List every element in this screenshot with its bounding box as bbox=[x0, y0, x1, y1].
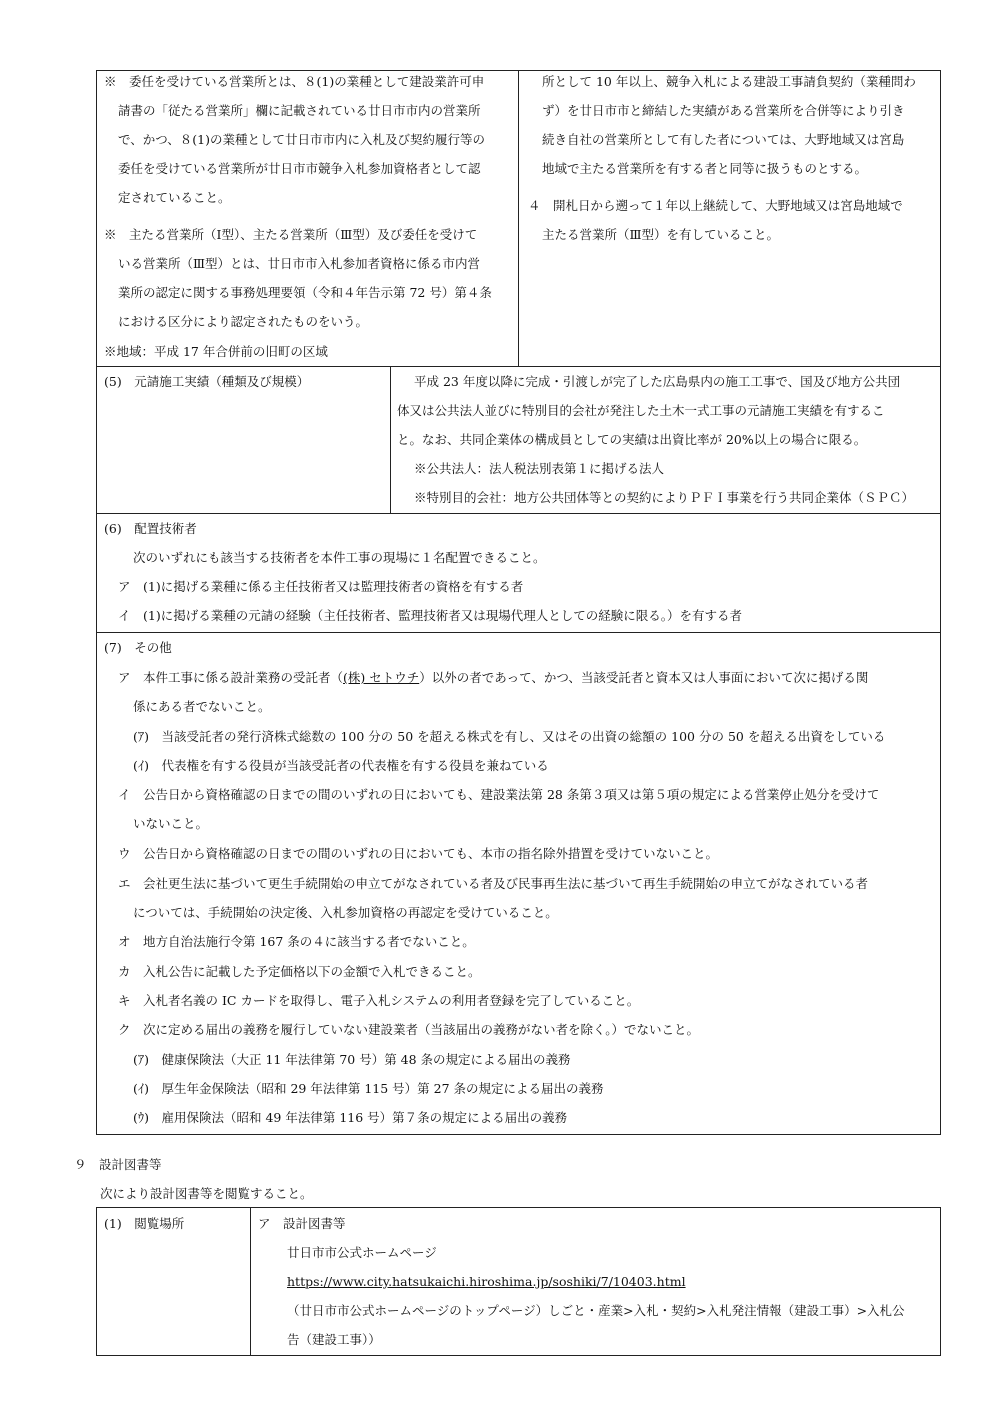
sec7-item-a bbox=[118, 669, 868, 687]
sec7-line: キ 入札者名義の IC カードを取得し、電子入札システムの利用者登録を完了していること。 bbox=[118, 993, 640, 1008]
clause-line: 定されていること。 bbox=[118, 190, 231, 205]
region-note: ※地域：平成 17 年合併前の旧町の区域 bbox=[104, 344, 328, 359]
table-border bbox=[96, 1134, 941, 1135]
sec9-label: (1) 閲覧場所 bbox=[104, 1216, 185, 1231]
sec5-line: と。なお、共同企業体の構成員としての実績は出資比率が 20%以上の場合に限る。 bbox=[397, 432, 867, 447]
clause-line: ず）を廿日市市と締結した実績がある営業所を合併等により引き bbox=[542, 103, 905, 118]
table-border bbox=[96, 1355, 941, 1356]
sec5-line: 平成 23 年度以降に完成・引渡しが完了した広島県内の施工工事で、国及び地方公共団 bbox=[414, 374, 901, 389]
sec5-label: (5) 元請施工実績（種類及び規模） bbox=[104, 374, 310, 389]
consignee-name: (株) セトウチ bbox=[343, 670, 420, 685]
sec5-note: ※特別目的会社：地方公共団体等との契約によりＰＦＩ事業を行う共同企業体（ＳＰＣ） bbox=[414, 490, 915, 505]
sec6-line: イ (1)に掲げる業種の元請の経験（主任技術者、監理技術者又は現場代理人としての経験に限る。）を有する者 bbox=[118, 608, 742, 623]
sec7-subline: (ｲ) 代表権を有する役員が当該受託者の代表権を有する役員を兼ねている bbox=[133, 758, 549, 773]
clause-line: 業所の認定に関する事務処理要領（令和４年告示第 72 号）第４条 bbox=[118, 285, 492, 300]
sec7-line: ク 次に定める届出の義務を履行していない建設業者（当該届出の義務がない者を除く。）でないこと。 bbox=[118, 1022, 700, 1037]
sec6-line: 次のいずれにも該当する技術者を本件工事の現場に１名配置できること。 bbox=[133, 550, 546, 565]
site-url-link[interactable]: https://www.city.hatsukaichi.hiroshima.jp/soshiki/7/10403.html bbox=[287, 1274, 686, 1289]
sec9-heading: ９ 設計図書等 bbox=[74, 1157, 162, 1172]
sec9-path: 告（建設工事）） bbox=[287, 1332, 381, 1347]
table-border bbox=[96, 1207, 97, 1356]
sec7-line: ウ 公告日から資格確認の日までの間のいずれの日においても、本市の指名除外措置を受けていないこと。 bbox=[118, 846, 719, 861]
sec6-title: (6) 配置技術者 bbox=[104, 521, 197, 536]
clause-line: 所として 10 年以上、競争入札による建設工事請負契約（業種問わ bbox=[542, 74, 916, 89]
sec9-path: （廿日市市公式ホームページのトップページ）しごと・産業>入札・契約>入札発注情報（建設工事）>入札公 bbox=[287, 1303, 905, 1318]
table-border bbox=[940, 1207, 941, 1356]
sec7-subline: (ｱ) 健康保険法（大正 11 年法律第 70 号）第 48 条の規定による届出の義務 bbox=[133, 1052, 571, 1067]
clause-line: いる営業所（Ⅲ型）とは、廿日市市入札参加者資格に係る市内営 bbox=[118, 256, 481, 271]
sec7-item-a-pre: ア 本件工事に係る設計業務の受託者（ bbox=[118, 670, 344, 685]
sec7-line: イ 公告日から資格確認の日までの間のいずれの日においても、建設業法第 28 条第３項又は第５項の規定による営業停止処分を受けて bbox=[118, 787, 880, 802]
clause-line: 地域で主たる営業所を有する者と同等に扱うものとする。 bbox=[542, 161, 868, 176]
table-border bbox=[390, 366, 391, 513]
sec7-line: オ 地方自治法施行令第 167 条の４に該当する者でないこと。 bbox=[118, 934, 475, 949]
table-border bbox=[96, 366, 941, 367]
clause-line: 請書の「従たる営業所」欄に記載されている廿日市市内の営業所 bbox=[118, 103, 481, 118]
sec7-title: (7) その他 bbox=[104, 640, 172, 655]
sec7-line: については、手続開始の決定後、入札参加資格の再認定を受けていること。 bbox=[133, 905, 558, 920]
sec7-subline: (ｱ) 当該受託者の発行済株式総数の 100 分の 50 を超える株式を有し、又はその出資の総額の 100 分の 50 を超える出資をしている bbox=[133, 729, 886, 744]
sec6-line: ア (1)に掲げる業種に係る主任技術者又は監理技術者の資格を有する者 bbox=[118, 579, 524, 594]
sec9-intro: 次により設計図書等を閲覧すること。 bbox=[100, 1186, 313, 1201]
sec9-item: ア 設計図書等 bbox=[258, 1216, 346, 1231]
table-border bbox=[250, 1207, 251, 1356]
clause-line: ※ 主たる営業所（Ⅰ型）、主たる営業所（Ⅲ型）及び委任を受けて bbox=[104, 227, 478, 242]
clause-line: ４ 開札日から遡って１年以上継続して、大野地域又は宮島地域で bbox=[528, 198, 903, 213]
sec7-line: 係にある者でないこと。 bbox=[133, 699, 271, 714]
sec7-line: いないこと。 bbox=[133, 816, 209, 831]
sec7-subline: (ｲ) 厚生年金保険法（昭和 29 年法律第 115 号）第 27 条の規定による届出の義務 bbox=[133, 1081, 604, 1096]
sec9-site: 廿日市市公式ホームページ bbox=[287, 1245, 437, 1260]
table-border bbox=[96, 1207, 941, 1208]
sec7-subline: (ｳ) 雇用保険法（昭和 49 年法律第 116 号）第７条の規定による届出の義務 bbox=[133, 1110, 568, 1125]
table-border bbox=[96, 70, 97, 1134]
clause-line: 続き自社の営業所として有した者については、大野地域又は宮島 bbox=[542, 132, 905, 147]
clause-line: 主たる営業所（Ⅲ型）を有していること。 bbox=[542, 227, 780, 242]
table-border bbox=[518, 70, 519, 366]
sec5-line: 体又は公共法人並びに特別目的会社が発注した土木一式工事の元請施工実績を有するこ bbox=[397, 403, 885, 418]
sec7-line: エ 会社更生法に基づいて更生手続開始の申立てがなされている者及び民事再生法に基づいて再生手続開始の申立てがなされている者 bbox=[118, 876, 869, 891]
clause-line: ※ 委任を受けている営業所とは、８(1)の業種として建設業許可申 bbox=[104, 74, 485, 89]
clause-line: における区分により認定されたものをいう。 bbox=[118, 314, 369, 329]
sec5-note: ※公共法人：法人税法別表第１に掲げる法人 bbox=[414, 461, 665, 476]
clause-line: で、かつ、８(1)の業種として廿日市市内に入札及び契約履行等の bbox=[118, 132, 485, 147]
table-border bbox=[940, 70, 941, 1134]
clause-line: 委任を受けている営業所が廿日市市競争入札参加資格者として認 bbox=[118, 161, 481, 176]
sec7-line: カ 入札公告に記載した予定価格以下の金額で入札できること。 bbox=[118, 964, 481, 979]
table-border bbox=[96, 513, 941, 514]
table-border bbox=[96, 632, 941, 633]
sec7-item-a-post: ）以外の者であって、かつ、当該受託者と資本又は人事面において次に掲げる関 bbox=[419, 670, 869, 685]
